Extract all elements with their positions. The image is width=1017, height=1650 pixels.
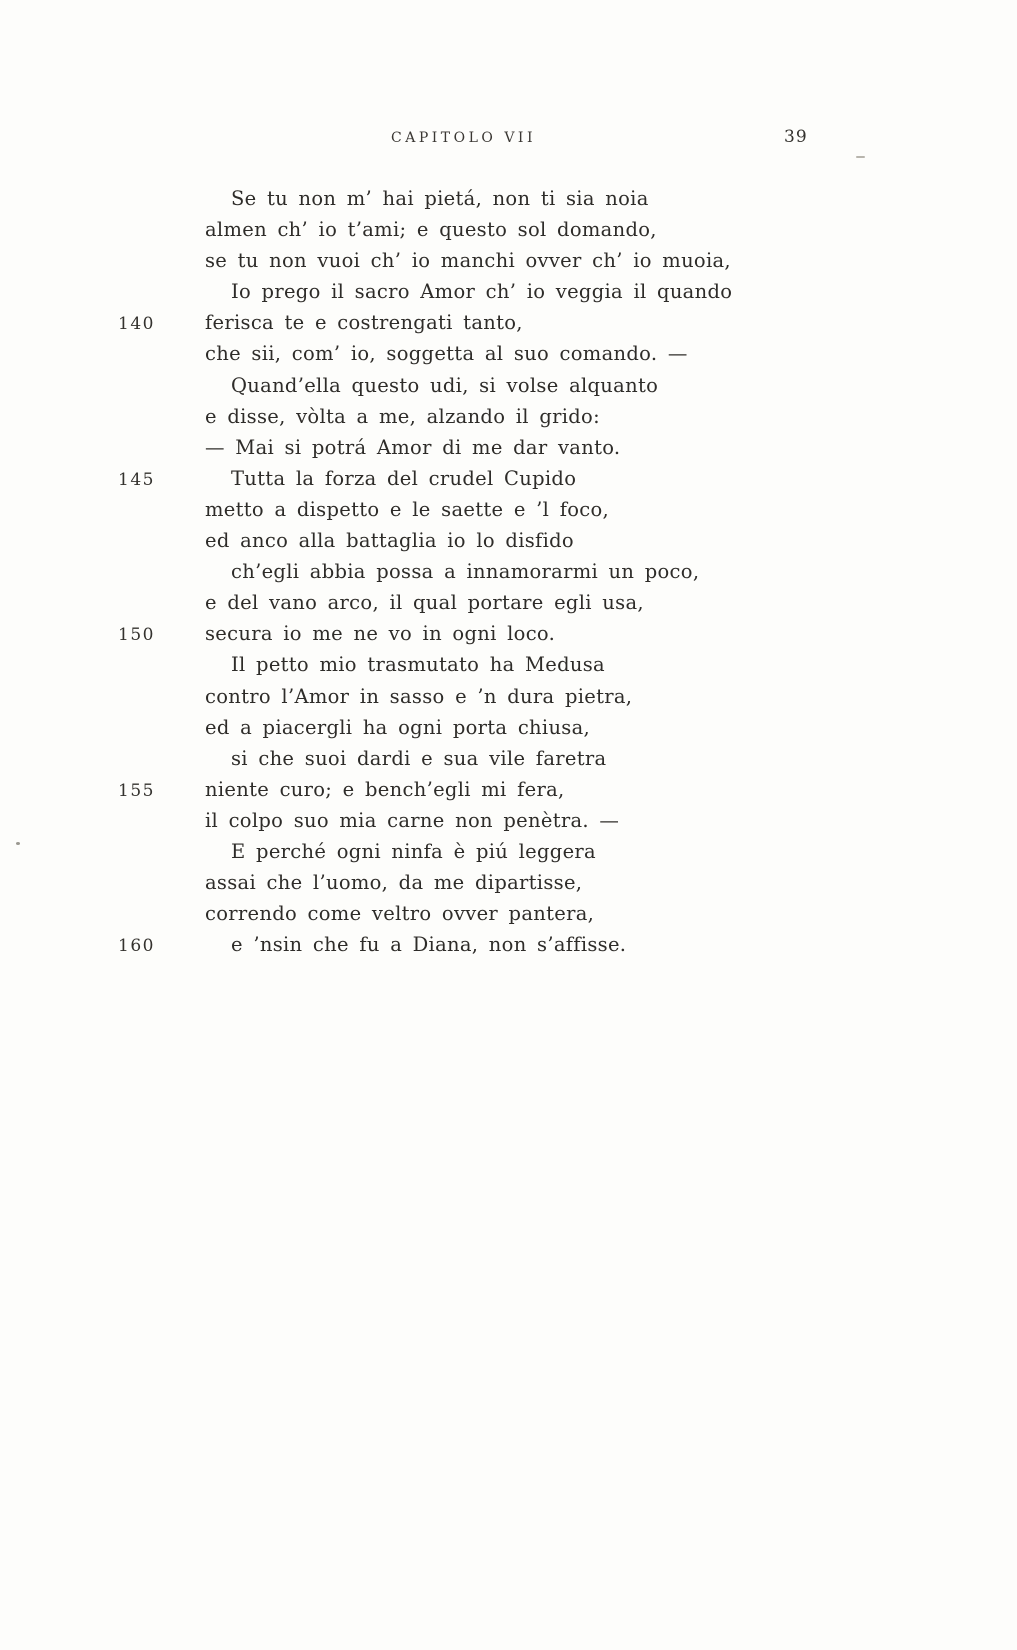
verse-text: correndo come veltro ovver pantera, [205, 902, 595, 926]
line-number: 150 [118, 625, 155, 646]
scan-speck [856, 156, 865, 158]
verse-text: se tu non vuoi ch’ io manchi ovver ch’ io muoia, [205, 249, 731, 273]
verse-text: ch’egli abbia possa a innamorarmi un poco, [231, 560, 700, 584]
verse-text: secura io me ne vo in ogni loco. [205, 622, 556, 646]
poem-line [118, 401, 838, 432]
line-number: 145 [118, 469, 155, 490]
verse-text: e ’nsin che fu a Diana, non s’affisse. [231, 933, 627, 957]
line-number: 160 [118, 936, 155, 957]
verse-text: ed anco alla battaglia io lo disfido [205, 529, 574, 553]
verse-text: ferisca te e costrengati tanto, [205, 311, 523, 335]
verse-text: contro l’Amor in sasso e ’n dura pietra, [205, 684, 633, 708]
verse-text: Se tu non m’ hai pietá, non ti sia noia [231, 187, 649, 210]
verse-text: si che suoi dardi e sua vile faretra [231, 746, 607, 770]
verse-text: assai che l’uomo, da me dipartisse, [205, 871, 583, 895]
poem-line [118, 898, 838, 929]
verse-text: almen ch’ io t’ami; e questo sol domando, [205, 218, 657, 242]
poem-line [118, 836, 838, 867]
poem-line [118, 867, 838, 898]
verse-text: — Mai si potrá Amor di me dar vanto. [205, 435, 621, 459]
poem-line [118, 618, 838, 649]
verse-text: E perché ogni ninfa è piú leggera [231, 839, 596, 863]
verse-text: Quand’ella questo udi, si volse alquanto [231, 373, 659, 397]
poem-line [118, 587, 838, 618]
verse-text: Tutta la forza del crudel Cupido [231, 466, 577, 490]
poem-line [118, 681, 838, 712]
scan-speck [16, 842, 20, 845]
poem-line [118, 743, 838, 774]
poem-line [118, 556, 838, 587]
poem-line [118, 805, 838, 836]
verse-text: metto a dispetto e le saette e ’l foco, [205, 497, 610, 521]
poem-line [118, 494, 838, 525]
poem-line [118, 463, 838, 494]
poem-line [118, 276, 838, 307]
poem-line [118, 183, 838, 214]
poem-line [118, 774, 838, 805]
poem-line [118, 370, 838, 401]
poem-body [118, 183, 838, 960]
line-number: 155 [118, 780, 155, 801]
verse-text: ed a piacergli ha ogni porta chiusa, [205, 715, 591, 739]
verse-text: che sii, com’ io, soggetta al suo comando. — [205, 342, 688, 366]
poem-line [118, 432, 838, 463]
verse-text: Il petto mio trasmutato ha Medusa [231, 653, 605, 677]
poem-line [118, 245, 838, 276]
verse-text: e disse, vòlta a me, alzando il grido: [205, 404, 600, 428]
poem-line [118, 525, 838, 556]
verse-text: Io prego il sacro Amor ch’ io veggia il quando [231, 280, 733, 304]
line-number: 140 [118, 314, 155, 335]
poem-line [118, 338, 838, 369]
poem-line [118, 307, 838, 338]
poem-line [118, 712, 838, 743]
poem-line [118, 649, 838, 680]
poem-line [118, 929, 838, 960]
verse-text: il colpo suo mia carne non penètra. — [205, 808, 620, 832]
verse-text: e del vano arco, il qual portare egli usa, [205, 591, 644, 615]
poem-line [118, 214, 838, 245]
running-head: CAPITOLO VII [391, 130, 536, 146]
verse-text: niente curo; e bench’egli mi fera, [205, 777, 565, 801]
page-number: 39 [784, 127, 808, 147]
